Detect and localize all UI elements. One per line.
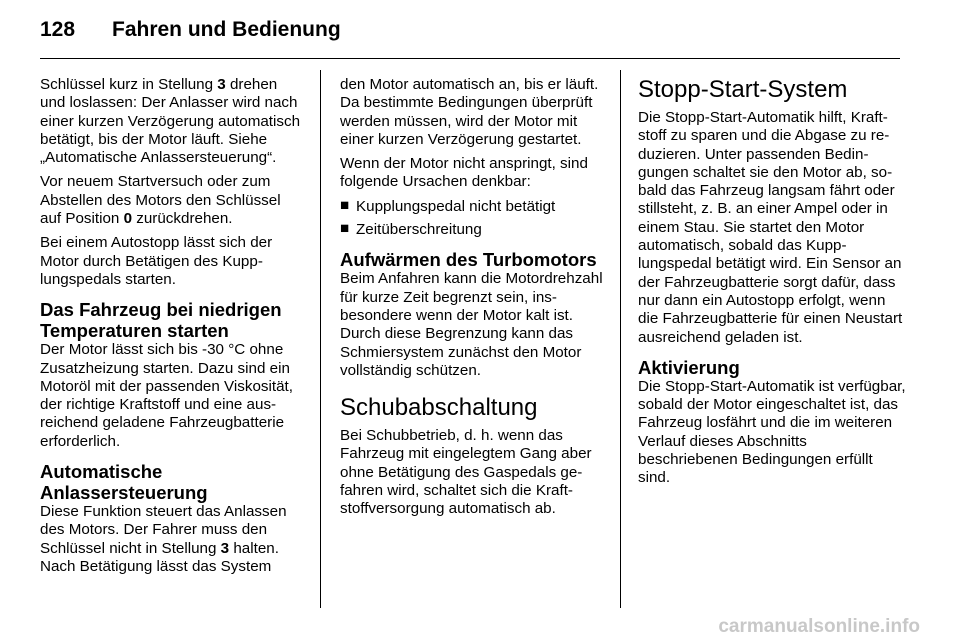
column-middle [340, 76, 604, 525]
column-divider-left [320, 70, 321, 608]
list-item: ■ Kupplungspedal nicht betätigt [340, 196, 556, 215]
page-header [40, 18, 341, 42]
paragraph-key-position-0: Vor neuem Startversuch oder zum Abstellen des Motors den Schlüssel auf Position 0 zurückdrehen. [40, 173, 281, 228]
paragraph-auto-starter: Diese Funktion steuert das Anlassen des Motors. Der Fahrer muss den Schlüssel nicht in Stellung 3 halten. Nach Betätigung lässt das System [40, 503, 287, 575]
paragraph-key-position-3: Schlüssel kurz in Stellung 3 drehen und loslassen: Der Anlasser wird nach einer kurzen Verzögerung automatisch betätigt, bis der Motor läuft. Siehe „Automatische Anlassersteuerung“. [40, 76, 301, 167]
heading-fuel-cutoff: Schubabschaltung [340, 394, 538, 422]
paragraph-cold-start: Der Motor lässt sich bis -30 °C ohne Zusatzheizung starten. Dazu sind ein Motoröl mit der passenden Viskosität, der richtige Kraftstoff und eine ausreichend geladene Fahrzeugbatterie erforderlich. [40, 341, 293, 450]
paragraph-turbo-warmup: Beim Anfahren kann die Motordrehzahl für kurze Zeit begrenzt sein, insbesondere wenn der Motor kalt ist. Durch diese Begrenzung kann das Schmiersystem zunächst den Motor vollständig schützen. [340, 270, 603, 379]
paragraph-stop-start: Die Stopp-Start-Automatik hilft, Kraftstoff zu sparen und die Abgase zu reduzieren. Unter passenden Bedingungen schaltet sie den Motor ab, sobald das Fahrzeug langsam fährt oder stillsteht, z. B. an einer Ampel oder in einem Stau. Sie startet den Motor automatisch, sobald das Kupplungspedal betätigt wird. Ein Sensor an der Fahrzeugbatterie sorgt dafür, dass nur dann ein Autostopp erfolgt, wenn die Fahrzeugbatterie für einen Neustart ausreichend geladen ist. [638, 109, 903, 346]
column-divider-right [620, 70, 621, 608]
paragraph-autostop: Bei einem Autostopp lässt sich der Motor durch Betätigen des Kupplungspedals starten. [40, 234, 273, 288]
heading-stop-start: Stopp-Start-System [638, 76, 848, 103]
bullet-icon: ■ [340, 196, 350, 214]
paragraph-causes: Wenn der Motor nicht anspringt, sind folgende Ursachen denkbar: [340, 155, 588, 191]
heading-activation: Aktivierung [638, 356, 740, 378]
page-number: 128 [40, 18, 76, 41]
list-item: ■ Zeitüberschreitung [340, 220, 482, 239]
column-left [40, 76, 304, 582]
bullet-icon: ■ [340, 220, 350, 238]
heading-auto-starter: Automatische Anlassersteuerung [40, 461, 208, 504]
causes-list [340, 198, 604, 240]
watermark: carmanualsonline.info [718, 616, 920, 637]
header-rule [40, 58, 900, 59]
heading-cold-start: Das Fahrzeug bei niedrigen Temperaturen starten [40, 299, 282, 342]
paragraph-fuel-cutoff: Bei Schubbetrieb, d. h. wenn das Fahrzeug mit eingelegtem Gang aber ohne Betätigung des Gaspedals gefahren wird, schaltet sich die Kraftstoffversorgung automatisch ab. [340, 427, 592, 518]
paragraph-auto-start-cont: den Motor automatisch an, bis er läuft. Da bestimmte Bedingungen überprüft werden müssen, wird der Motor mit einer kurzen Verzögerung gestartet. [340, 76, 599, 148]
column-right [638, 76, 906, 494]
heading-turbo-warmup: Aufwärmen des Turbomotors [340, 249, 597, 271]
page-title: Fahren und Bedienung [112, 18, 341, 41]
paragraph-activation: Die Stopp-Start-Automatik ist verfügbar, sobald der Motor eingeschaltet ist, das Fahrzeug losfährt und die im weiteren Verlauf dieses Abschnitts beschriebenen Bedingungen erfüllt sind. [638, 377, 906, 487]
